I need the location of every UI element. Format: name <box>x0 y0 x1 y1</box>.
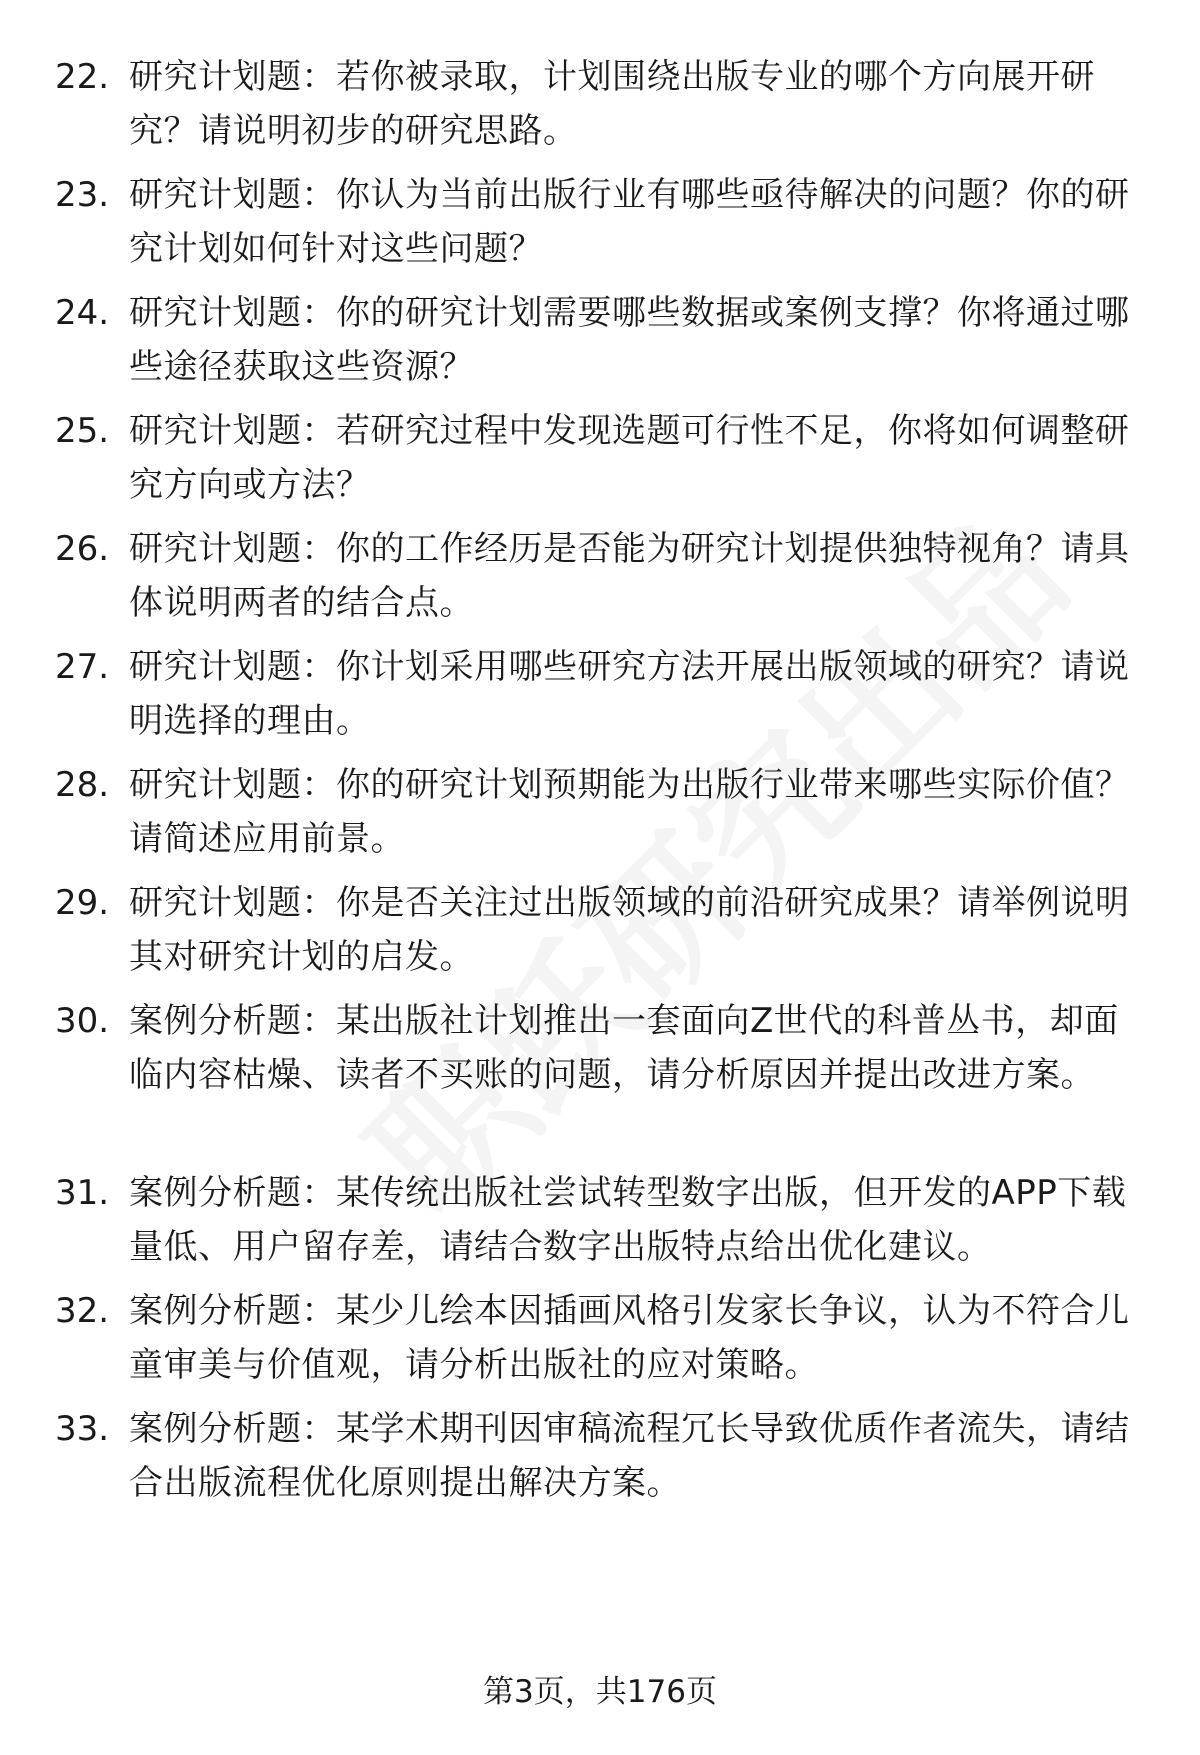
question-number: 31. <box>55 1173 110 1213</box>
question-text: 研究计划题：若你被录取，计划围绕出版专业的哪个方向展开研究？请说明初步的研究思路。 <box>129 57 1095 151</box>
question-text: 研究计划题：你计划采用哪些研究方法开展出版领域的研究？请说明选择的理由。 <box>129 647 1130 741</box>
question-text: 案例分析题：某传统出版社尝试转型数字出版，但开发的APP下载量低、用户留存差，请结合数字出版特点给出优化建议。 <box>129 1173 1127 1267</box>
question-number: 28. <box>55 765 110 805</box>
question-number: 30. <box>55 1001 110 1041</box>
question-number: 27. <box>55 647 110 687</box>
question-text: 研究计划题：你的工作经历是否能为研究计划提供独特视角？请具体说明两者的结合点。 <box>129 529 1130 623</box>
question-number: 29. <box>55 883 110 923</box>
question-text: 案例分析题：某学术期刊因审稿流程冗长导致优质作者流失，请结合出版流程优化原则提出解决方案。 <box>129 1409 1130 1503</box>
question-text: 研究计划题：你的研究计划需要哪些数据或案例支撑？你将通过哪些途径获取这些资源？ <box>129 293 1130 387</box>
question-number: 32. <box>55 1291 110 1331</box>
question-text: 研究计划题：你认为当前出版行业有哪些亟待解决的问题？你的研究计划如何针对这些问题？ <box>129 175 1130 269</box>
question-number: 22. <box>55 57 110 97</box>
question-text: 研究计划题：你的研究计划预期能为出版行业带来哪些实际价值？请简述应用前景。 <box>129 765 1130 859</box>
question-text: 案例分析题：某少儿绘本因插画风格引发家长争议，认为不符合儿童审美与价值观，请分析出版社的应对策略。 <box>129 1291 1130 1385</box>
question-number: 26. <box>55 529 110 569</box>
question-number: 33. <box>55 1409 110 1449</box>
page-footer: 第3页，共176页 <box>483 1674 717 1710</box>
question-text: 研究计划题：若研究过程中发现选题可行性不足，你将如何调整研究方向或方法？ <box>129 411 1130 505</box>
question-number: 23. <box>55 175 110 215</box>
question-text: 研究计划题：你是否关注过出版领域的前沿研究成果？请举例说明其对研究计划的启发。 <box>129 883 1130 977</box>
question-number: 25. <box>55 411 110 451</box>
question-number: 24. <box>55 293 110 333</box>
question-text: 案例分析题：某出版社计划推出一套面向Z世代的科普丛书，却面临内容枯燥、读者不买账的问题，请分析原因并提出改进方案。 <box>129 1001 1119 1095</box>
